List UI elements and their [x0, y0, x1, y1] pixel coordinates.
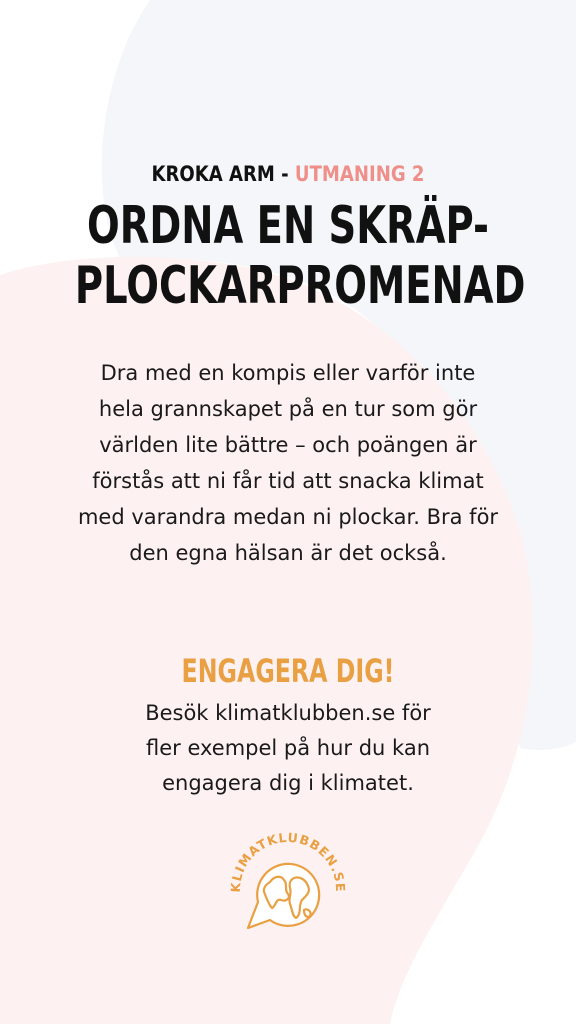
page-title [74, 196, 526, 316]
cta-line: engagera dig i klimatet. [162, 771, 414, 795]
globe-speech-bubble-icon [248, 864, 319, 928]
title-line-2: PLOCKARPROMENAD [74, 256, 526, 316]
logo-text: KLIMATKLUBBEN.SE [227, 829, 349, 893]
description-line: hela grannskapet på en tur som gör [98, 397, 478, 421]
klimatklubben-logo [218, 820, 358, 940]
description-text [48, 355, 528, 571]
challenge-kicker [40, 162, 535, 186]
title-line-1: ORDNA EN SKRÄP- [86, 196, 489, 256]
description-line: världen lite bättre – och poängen är [99, 433, 477, 457]
cta-line: Besök klimatklubben.se för [145, 701, 431, 725]
cta-heading: ENGAGERA DIG! [181, 652, 395, 690]
description-line: förstås att ni får tid att snacka klimat [92, 469, 484, 493]
cta-line: fler exempel på hur du kan [145, 736, 430, 760]
kicker-label: KROKA ARM - [151, 162, 295, 186]
description-line: den egna hälsan är det också. [129, 541, 447, 565]
cta-text [88, 696, 488, 801]
description-line: Dra med en kompis eller varför inte [100, 361, 476, 385]
challenge-number: UTMANING 2 [294, 162, 425, 186]
description-line: med varandra medan ni plockar. Bra för [77, 505, 499, 529]
